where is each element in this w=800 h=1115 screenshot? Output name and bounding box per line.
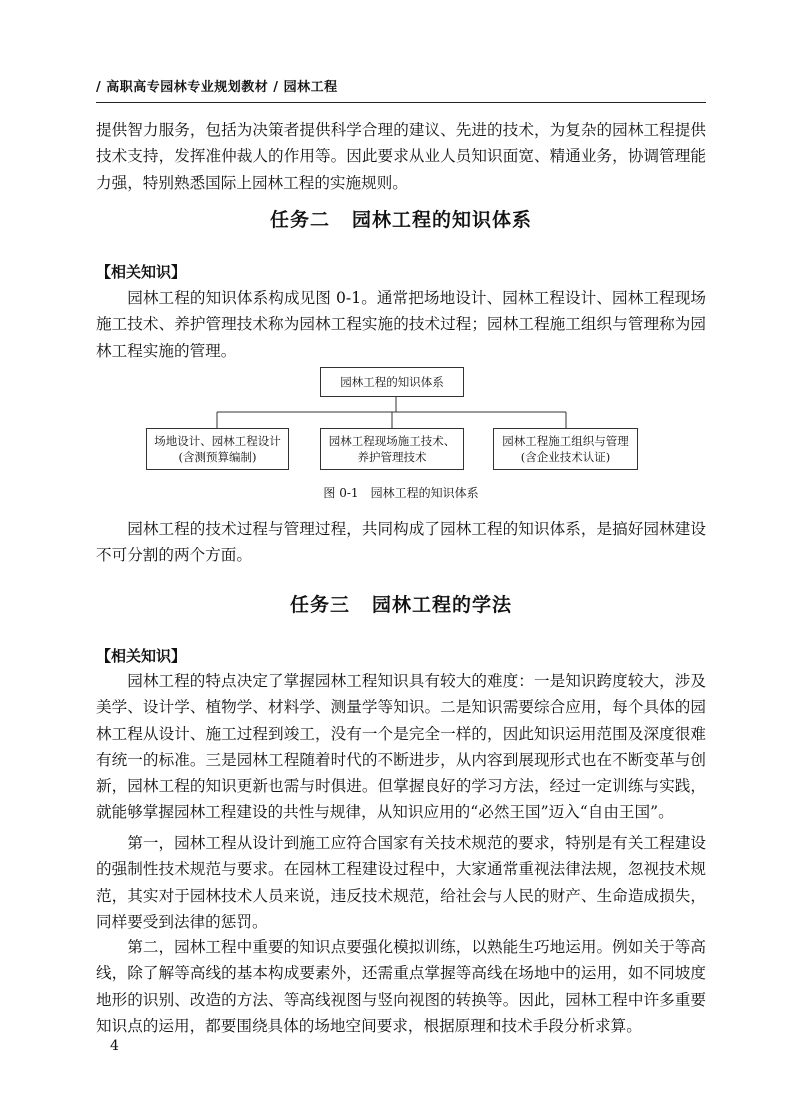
diagram-child-1-line1: 场地设计、园林工程设计: [154, 434, 281, 448]
diagram-child-box-3: [493, 428, 638, 470]
figure-caption-text: 园林工程的知识体系: [370, 486, 479, 500]
task3-heading: [96, 590, 706, 617]
diagram-child-2-line1: 园林工程现场施工技术、: [328, 434, 456, 448]
diagram-child-box-2: [320, 428, 464, 470]
running-header: / 高职高专园林专业规划教材 / 园林工程: [96, 76, 706, 103]
task2-title: 园林工程的知识体系: [352, 209, 533, 231]
task3-number: 任务三: [289, 594, 350, 616]
task3-title: 园林工程的学法: [372, 594, 513, 616]
figure-caption-number: 图 0-1: [323, 486, 359, 500]
diagram-root-box: [320, 367, 464, 397]
task3-paragraph-1: 园林工程的特点决定了掌握园林工程知识具有较大的难度：一是知识跨度较大，涉及美学、设计学、植物学、材料学、测量学等知识。二是知识需要综合应用，每个具体的园林工程从设计、施工过程到竣工，没有一个是完全一样的，因此知识运用范围及深度很难有统一的标准。三是园林工程随着时代的不断进步，从内容到展现形式也在不断变革与创新，园林工程的知识更新也需与时俱进。但掌握良好的学习方法，经过一定训练与实践，就能够掌握园林工程建设的共性与规律，从知识应用的“必然王国”迈入“自由王国”。: [96, 672, 706, 822]
task2-number: 任务二: [269, 209, 330, 231]
task2-paragraph-1: 园林工程的知识体系构成见图 0-1。通常把场地设计、园林工程设计、园林工程现场施工技术、养护管理技术称为园林工程实施的技术过程；园林工程施工组织与管理称为园林工程实施的管理。: [96, 289, 706, 360]
diagram-child-1-line2: (含测预算编制): [178, 450, 257, 464]
task2-related-knowledge-label: 【相关知识】: [96, 263, 187, 281]
diagram-child-box-1: [146, 428, 289, 470]
diagram-root-label: 园林工程的知识体系: [340, 375, 444, 389]
page-number: 4: [110, 1038, 119, 1054]
intro-paragraph: 提供智力服务，包括为决策者提供科学合理的建议、先进的技术，为复杂的园林工程提供技术支持，发挥准仲裁人的作用等。因此要求从业人员知识面宽、精通业务，协调管理能力强，特别熟悉国际上园林工程的实施规则。: [96, 121, 706, 192]
diagram-child-3-line2: (含企业技术认证): [520, 450, 611, 464]
diagram-child-2-line2: 养护管理技术: [357, 450, 427, 464]
task3-related-knowledge-label: 【相关知识】: [96, 647, 187, 665]
task3-paragraph-3: 第二，园林工程中重要的知识点要强化模拟训练，以熟能生巧地运用。例如关于等高线，除了解等高线的基本构成要素外，还需重点掌握等高线在场地中的运用，如不同坡度地形的识别、改造的方法、等高线视图与竖向视图的转换等。因此，园林工程中许多重要知识点的运用，都要围绕具体的场地空间要求，根据原理和技术手段分析求算。: [96, 938, 706, 1035]
diagram-child-3-line1: 园林工程施工组织与管理: [502, 434, 629, 448]
figure-caption: [96, 484, 706, 501]
task2-paragraph-2: 园林工程的技术过程与管理过程，共同构成了园林工程的知识体系，是搞好园林建设不可分割的两个方面。: [96, 520, 706, 565]
task3-paragraph-2: 第一，园林工程从设计到施工应符合国家有关技术规范的要求，特别是有关工程建设的强制性技术规范与要求。在园林工程建设过程中，大家通常重视法律法规，忽视技术规范，其实对于园林技术人员来说，违反技术规范，给社会与人民的财产、生命造成损失，同样要受到法律的惩罚。: [96, 834, 706, 931]
